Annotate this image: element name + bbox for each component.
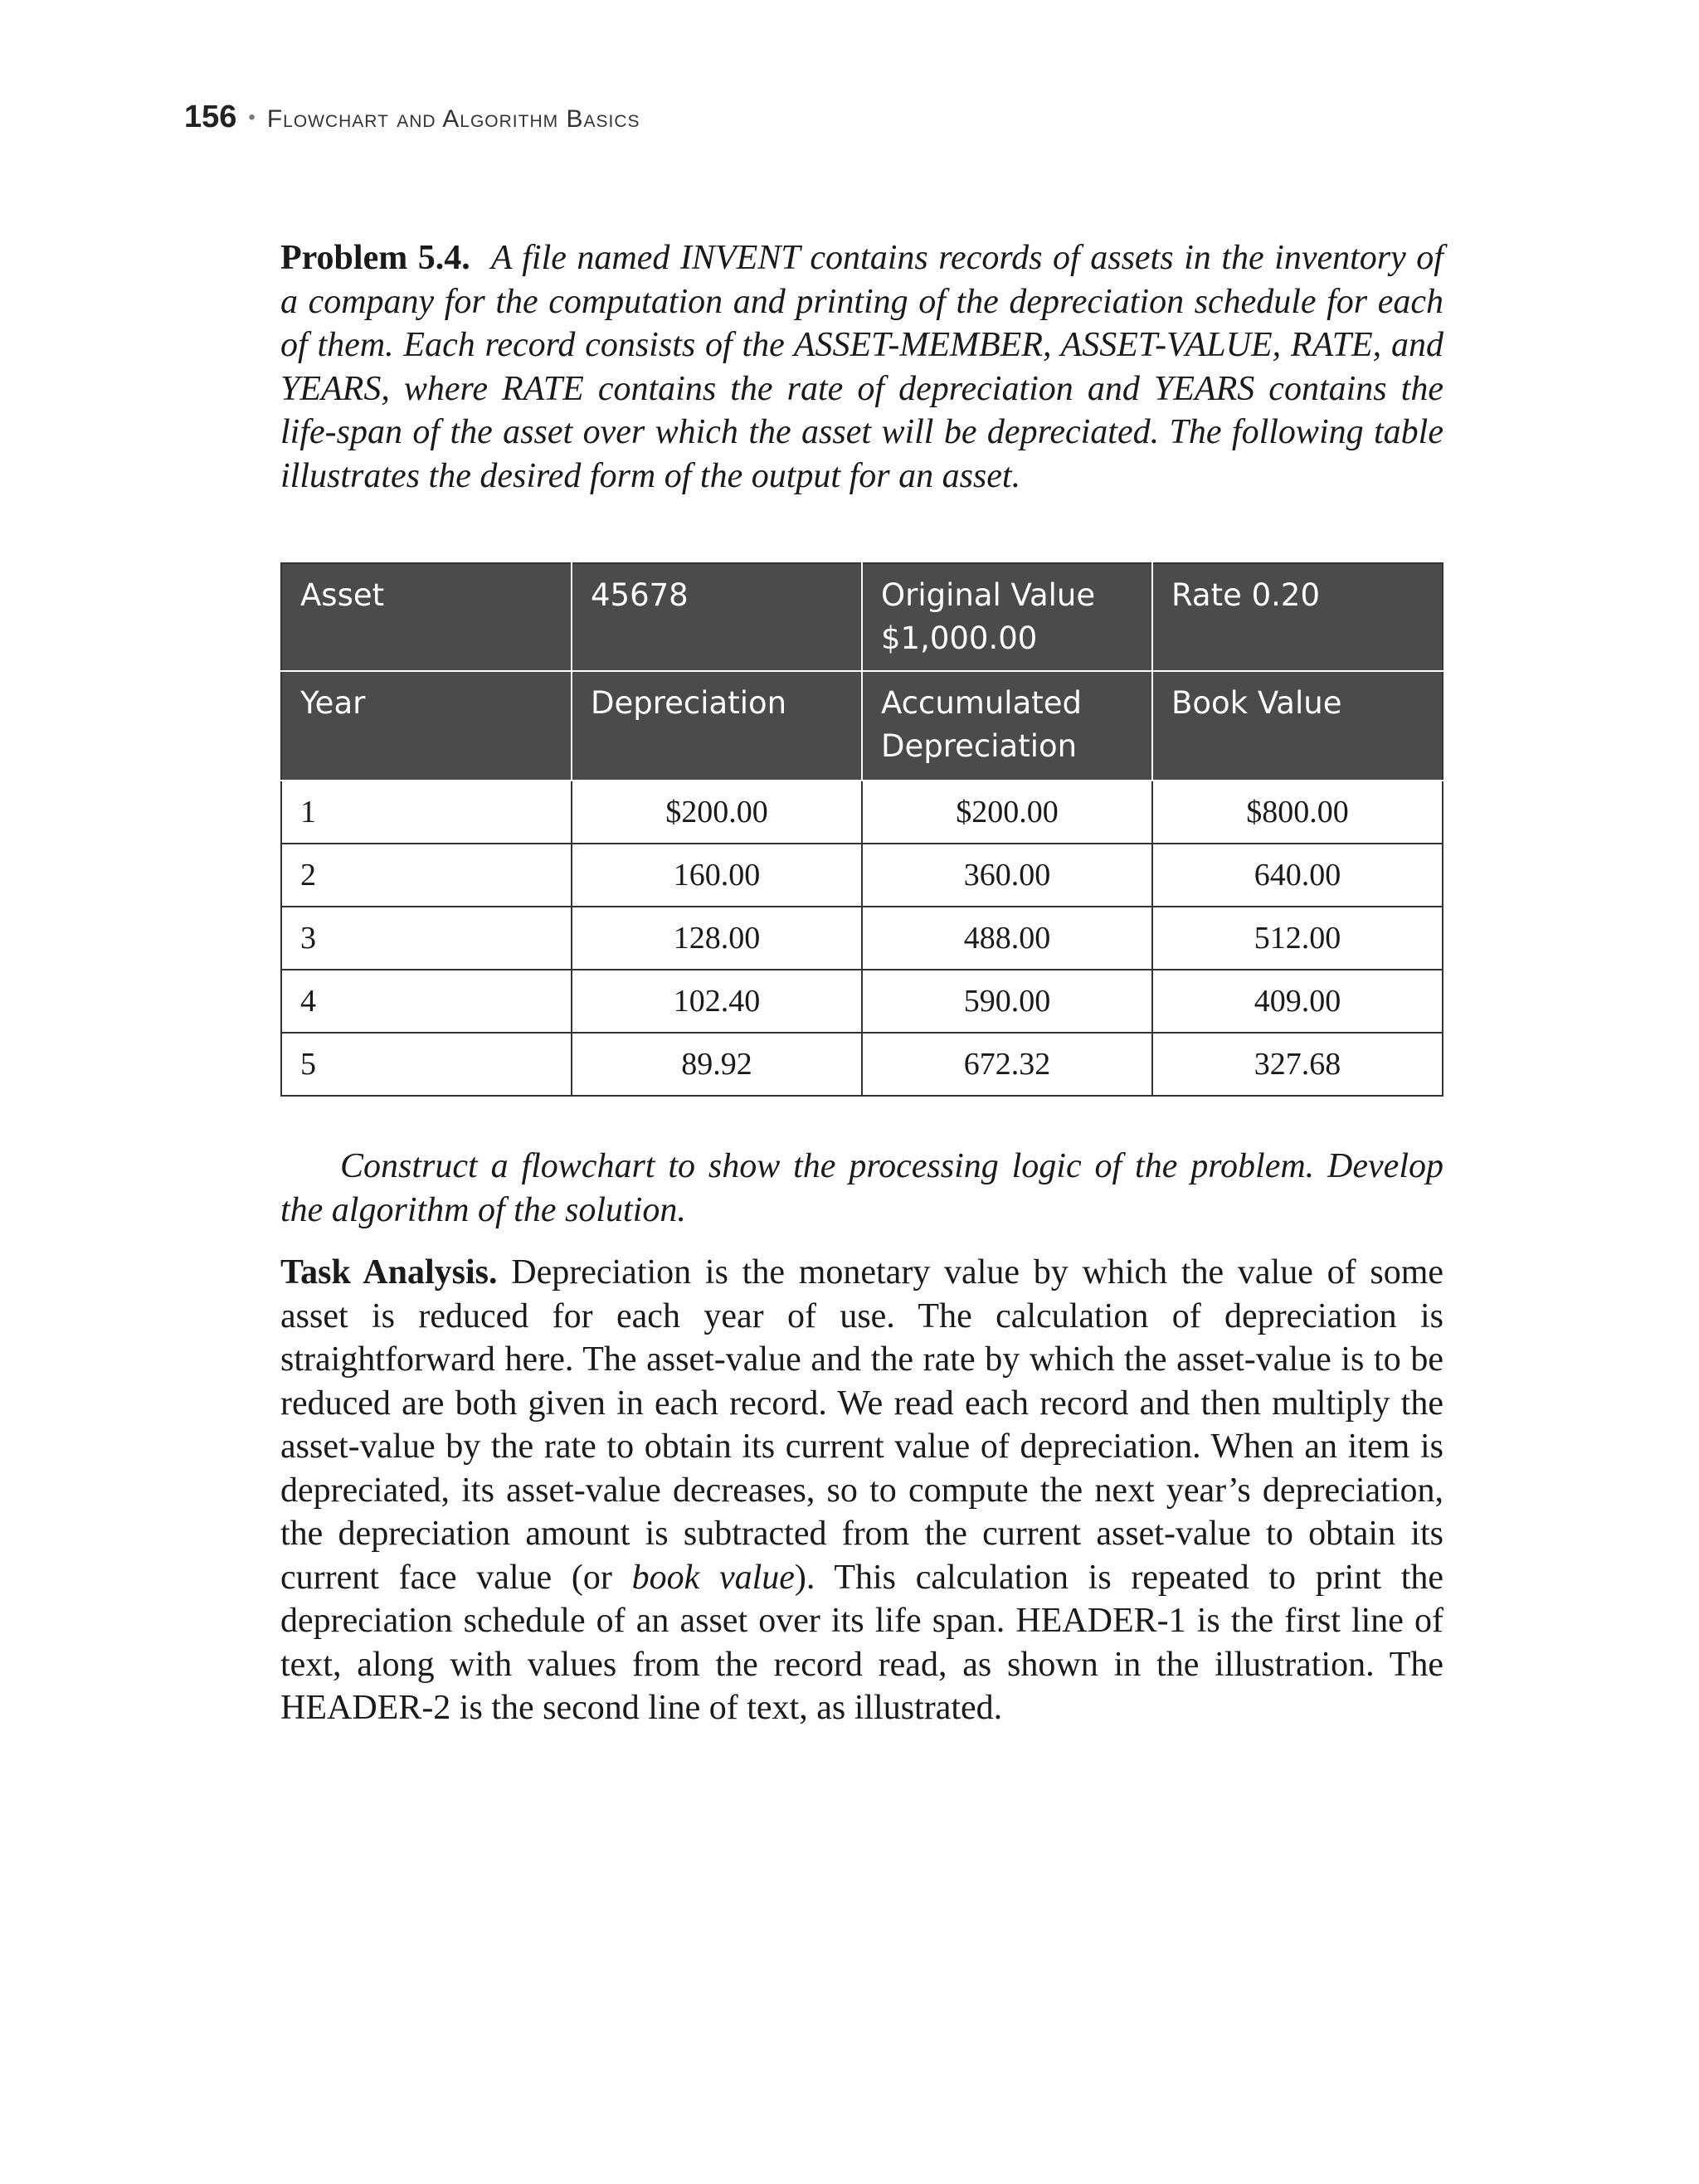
accumulated-cell: 360.00: [862, 844, 1152, 907]
header-cell: Original Value $1,000.00: [862, 563, 1152, 671]
task-analysis-label: Task Analysis.: [280, 1253, 498, 1291]
problem-statement: [280, 236, 1443, 498]
task-analysis-text: Depreciation is the monetary value by which the value of some asset is reduced for each year of use. The calculation of depreciation is straightforward here. The asset-value and the rate by which the asset-value is to be reduced are both given in each record. We read each record and then multiply the asset-value by the rate to obtain its current value of depreciation. When an item is depreciated, its asset-value decreases, so to compute the next year’s depreciation, the depreciation amount is subtracted from the current asset-value to obtain its current face value (or: [280, 1253, 1444, 1597]
year-cell: 1: [281, 781, 572, 844]
header-cell: 45678: [572, 563, 862, 671]
year-cell: 5: [281, 1033, 572, 1096]
depreciation-cell: $200.00: [572, 781, 862, 844]
task-analysis-text-end: ). This calculation is repeated to print the depreciation schedule of an asset over its life span. HEADER-1 is the first line of text, along with values from the record read, as shown in the illustration. The HEADER-2 is the second line of text, as illustrated.: [280, 1558, 1444, 1727]
book-value-cell: 640.00: [1152, 844, 1443, 907]
task-analysis-paragraph: [280, 1251, 1443, 1730]
book-value-cell: 327.68: [1152, 1033, 1443, 1096]
year-cell: 4: [281, 970, 572, 1033]
table-row: [281, 970, 1443, 1033]
instruction-text: Construct a flowchart to show the processing logic of the problem. Develop the algorithm of the solution.: [280, 1147, 1443, 1229]
page-number: 156: [184, 100, 237, 134]
depreciation-cell: 102.40: [572, 970, 862, 1033]
header-cell: Asset: [281, 563, 572, 671]
year-cell: 2: [281, 844, 572, 907]
bullet-separator: •: [248, 106, 256, 129]
table-header-row-2: [281, 671, 1443, 781]
header-cell: Accumulated Depreciation: [862, 671, 1152, 781]
accumulated-cell: 488.00: [862, 907, 1152, 970]
table-row: [281, 907, 1443, 970]
book-value-emphasis: book value: [631, 1558, 795, 1597]
header-cell: Rate 0.20: [1152, 563, 1443, 671]
accumulated-cell: $200.00: [862, 781, 1152, 844]
instruction-paragraph: [280, 1145, 1443, 1232]
accumulated-cell: 672.32: [862, 1033, 1152, 1096]
book-value-cell: $800.00: [1152, 781, 1443, 844]
problem-text: A file named INVENT contains records of assets in the inventory of a company for the computation and printing of the depreciation schedule for each of them. Each record consists of the ASSET-MEMBER, ASSET-VALUE, RATE, and YEARS, where RATE contains the rate of depreciation and YEARS contains the life-span of the asset over which the asset will be depreciated. The following table illustrates the desired form of the output for an asset.: [280, 239, 1443, 495]
year-cell: 3: [281, 907, 572, 970]
table-row: [281, 1033, 1443, 1096]
section-title: Flowchart and Algorithm Basics: [266, 105, 640, 133]
header-cell: Year: [281, 671, 572, 781]
running-head: [184, 100, 640, 135]
book-value-cell: 512.00: [1152, 907, 1443, 970]
table-header-row-1: [281, 563, 1443, 671]
depreciation-cell: 128.00: [572, 907, 862, 970]
depreciation-cell: 89.92: [572, 1033, 862, 1096]
accumulated-cell: 590.00: [862, 970, 1152, 1033]
header-cell: Depreciation: [572, 671, 862, 781]
depreciation-table: [280, 562, 1443, 1097]
table-row: [281, 781, 1443, 844]
table-row: [281, 844, 1443, 907]
depreciation-cell: 160.00: [572, 844, 862, 907]
book-value-cell: 409.00: [1152, 970, 1443, 1033]
problem-label: Problem 5.4.: [280, 239, 470, 277]
header-cell: Book Value: [1152, 671, 1443, 781]
